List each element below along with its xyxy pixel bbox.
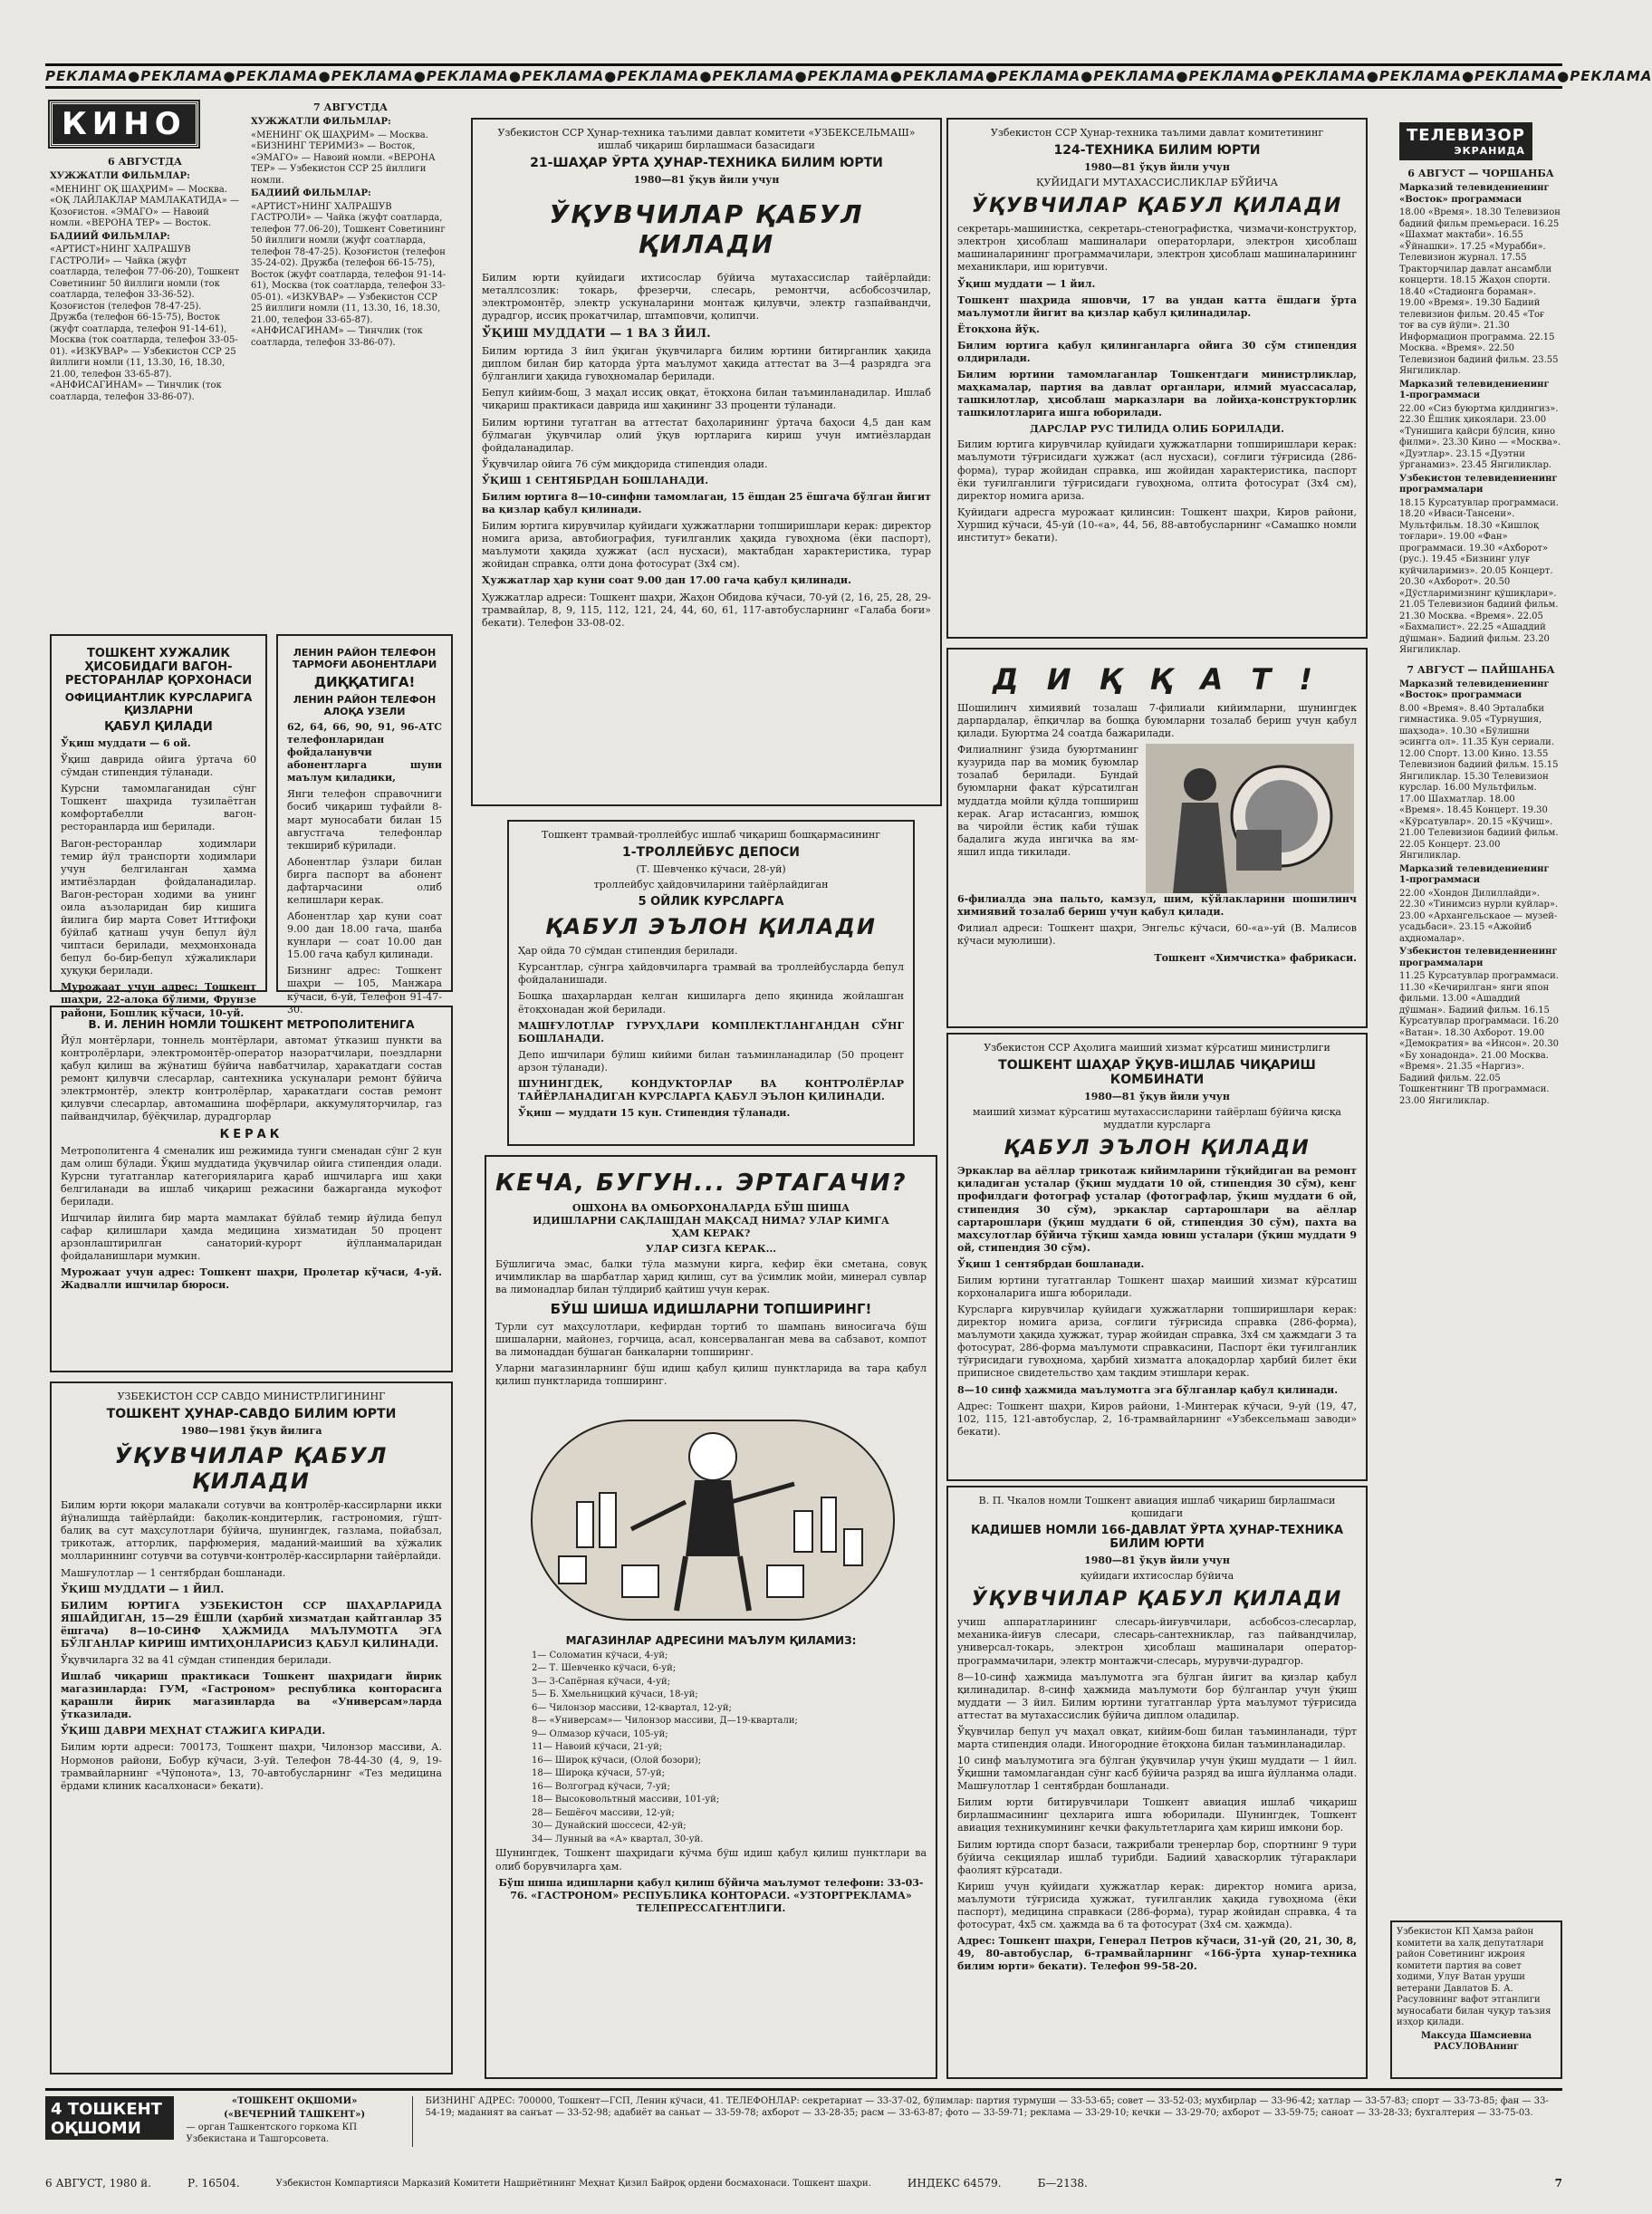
vagon-period: Ўқиш муддати — 6 ой. [61, 737, 191, 749]
lenin-tel-address: Бизнинг адрес: Тошкент шаҳри — 105, Манжара кўчаси, 6-уй, Телефон 91-47-30. [287, 965, 442, 1016]
uzbekselmash-school-ad [471, 118, 942, 806]
trolley-depot: 1-ТРОЛЛЕЙБУС ДЕПОСИ [621, 845, 801, 861]
kecha-body-2: Турли сут маҳсулотлари, кефирдан тортиб то шампань виносигача бўш шишаларни, майонез, горчица, асал, консерваланган мева ва сабзавот, компот ва лимонаддан бўшаган банкаларни топширинг. [495, 1320, 927, 1358]
chkalov-body-2: 8—10-синф ҳажмида маълумотга эга бўлган йигит ва қизлар қабул қилинадилар. 8-синф ҳажмида маълумоти бор бўлганлар учун ўқиш муддати — 3 йил. Билим юртини тугатганлар ўрта маълумот тўғрисида аттестат ва мутахассислик бўйича диплом оладилар. [957, 1670, 1357, 1721]
list-item: 34— Лунный ва «А» квартал, 30-уй. [532, 1834, 704, 1844]
list-item: 18— Высоковольтный массиви, 101-уй; [532, 1795, 720, 1805]
savdo-body-2: Машғулотлар — 1 сентябрдан бошланади. [61, 1566, 286, 1579]
list-item: 3— 3-Сапёрная кўчаси, 4-уй; [532, 1676, 670, 1687]
tech-school-124-ad [946, 118, 1368, 639]
kecha-subtitle: ОШХОНА ВА ОМБОРХОНАЛАРДА БЎШ ШИША ИДИШЛАРНИ САҚЛАШДАН МАҚСАД НИМА? УЛАР КИМГА ҲАМ КЕРАК? [533, 1202, 889, 1240]
kino-films2: «МЕНИНГ ОҚ ШАҲРИМ» — Москва. «БИЗНИНГ ТЕРИМИЗ» — Восток, «ЭМАГО» — Навоий номли. «ВЕРОНА ТЕР» — Узбекистон ССР 25 йиллиги номли. [251, 130, 436, 186]
banner-item: РЕКЛАМА [235, 68, 319, 84]
chkalov-subtitle: қуйидаги ихтисослар бўйича [1080, 1570, 1234, 1583]
kino-films1b-heading: БАДИИЙ ФИЛЬМЛАР: [50, 231, 170, 242]
banner-item: РЕКЛАМА [617, 68, 700, 84]
footer-paper-3: — орган Ташкентского горкома КП Узбекистана и Ташгорсовета. [186, 2123, 358, 2144]
issue-date: 6 АВГУСТ, 1980 й. [45, 2177, 151, 2190]
trolley-title: ҚАБУЛ ЭЪЛОН ҚИЛАДИ [545, 914, 877, 940]
obituary-name: Максуда Шамсиевна РАСУЛОВАнинг [1420, 2030, 1532, 2052]
kecha-title: КЕЧА, БУГУН... ЭРТАГАЧИ? [495, 1170, 908, 1197]
list-item: 30— Дунайский шоссеси, 42-уй; [532, 1821, 687, 1832]
kino-date-1: 6 АВГУСТДА [108, 156, 182, 168]
tv-prog2c-heading: Узбекистон телевидениенинг программалари [1399, 947, 1558, 968]
kombinat-title: ҚАБУЛ ЭЪЛОН ҚИЛАДИ [1004, 1137, 1311, 1160]
diqqat-title: Д И Қ Қ А Т ! [993, 662, 1321, 697]
banner-item: РЕКЛАМА [1188, 68, 1272, 84]
tech124-subtitle: ҚУЙИДАГИ МУТАХАССИСЛИКЛАР БЎЙИЧА [1036, 177, 1278, 189]
list-item: 6— Чилонзор массиви, 12-квартал, 12-уй; [532, 1702, 732, 1713]
tech124-body-2: Тошкент шаҳрида яшовчи, 17 ва ундан катта ёшдаги ўрта маълумотли йигит ва қизлар қабул қилинадилар. [957, 294, 1357, 319]
kombinat-title-1: ТОШКЕНТ ШАҲАР ЎҚУВ-ИШЛАБ ЧИҚАРИШ КОМБИНАТИ [998, 1058, 1316, 1088]
banner-item: РЕКЛАМА [426, 68, 509, 84]
tv-prog1-heading: Марказий телевидениенинг «Восток» программаси [1399, 183, 1550, 205]
chkalov-body-4: 10 синф маълумотига эга бўлган ўқувчилар учун ўқиш муддати — 1 йил. Ўқишни тамомлагандан сўнг касб бўйича разряд ва ишга йўлланма олади. Машғулотлар 1 сентябрдан бошланади. [957, 1755, 1357, 1793]
tech124-body-4: Билим юртини тамомлаганлар Тошкентдаги министрликлар, маҳкамалар, партия ва давлат органлари, илмий муассасалар, ташкилотлар, ҳисоблаш марказлари ва лойиҳа-конструкторлик ташкилотларига ишга юборилади. [957, 369, 1357, 419]
bottles-illustration-icon [523, 1393, 903, 1629]
kecha-question: УЛАР СИЗГА КЕРАК... [645, 1243, 777, 1256]
savdo-body-3: ЎҚИШ МУДДАТИ — 1 ЙИЛ. [61, 1583, 225, 1595]
tech124-address: Қуйидаги адресга мурожаат қилинсин: Тошкент шаҳри, Киров райони, Хуршид кўчаси, 45-уй (10-«а», 44, 56, 88-автобусларнинг «Самашко номли институт» бекати). [957, 505, 1357, 544]
kino-date-2: 7 АВГУСТДА [313, 101, 388, 113]
uzbekselmash-body-3: Бепул кийим-бош, 3 маҳал иссиқ овқат, ётоқхона билан таъминланадилар. Ишлаб чиқариш практикаси даврида иш ҳақининг 33 проценти тўланади. [482, 387, 931, 412]
list-item: 16— Волгоград кўчаси, 7-уй; [532, 1781, 670, 1792]
tv-prog1b: 22.00 «Сиз буюртма қилдингиз». 22.30 Ёшлик ҳикоялари. 23.00 «Тунишига қайсри бўлсин, кино филми». 23.30 Кино — «Москва». «Дуэтлар». 23.15 «Дуэтни ўрганамиз». 23.45 Янгиликлар. [1399, 403, 1561, 471]
tech124-school: 124-ТЕХНИКА БИЛИМ ЮРТИ [1053, 143, 1261, 159]
kino-films2b-heading: БАДИИЙ ФИЛЬМЛАР: [251, 188, 371, 199]
lenin-tel-body-2: Янги телефон справочниги босиб чиқариш туфайли 8-март муносабати билан 15 августгача телефонлар текшириб кўрилади. [287, 788, 442, 852]
banner-item: РЕКЛАМА [45, 68, 129, 84]
uzbekselmash-header: Узбекистон ССР Ҳунар-техника таълими давлат комитети «УЗБЕКСЕЛЬМАШ» ишлаб чиқариш бирлашмаси базасидаги [497, 127, 916, 152]
banner-item: РЕКЛАМА [1570, 68, 1652, 84]
tv-day-2: 7 АВГУСТ — ПАЙШАНБА [1407, 663, 1555, 676]
chkalov-body-6: Билим юртида спорт базаси, тажрибали тренерлар бор, спортнинг 9 тури бўйича секциялар ишлаб турибди. Бадиий ҳаваскорлик тўгараклари фаолият кўрсатади. [957, 1838, 1357, 1876]
banner-item: РЕКЛАМА [331, 68, 414, 84]
metro-address: Мурожаат учун адрес: Тошкент шаҳри, Пролетар кўчаси, 4-уй. Жадвалли ишчилар бюроси. [61, 1266, 442, 1292]
newspaper-footer [45, 2088, 1562, 2165]
chkalov-title-1: КАДИШЕВ НОМЛИ 166-ДАВЛАТ ЎРТА ҲУНАР-ТЕХНИКА БИЛИМ ЮРТИ [970, 1524, 1344, 1552]
kino-films2-heading: ХУЖЖАТЛИ ФИЛЬМЛАР: [251, 117, 391, 128]
vagon-body-2: Курсни тамомлаганидан сўнг Тошкент шаҳрида тузилаётган комфортабелли вагон-ресторанларда иш берилади. [61, 783, 256, 833]
tv-prog2b: 22.00 «Хондон Дилиллайди». 22.30 «Тинимсиз нурли куйлар». 23.00 «Архангельскаое — музей-усадьбаси». 23.15 «Ажойиб аҳдномалар». [1399, 888, 1559, 944]
kino-films1: «МЕНИНГ ОҚ ШАҲРИМ» — Москва. «ОҚ ЛАЙЛАКЛАР МАМЛАКАТИДА» — Қозоғистон. «ЭМАГО» — Навоий номли. «ВЕРОНА ТЕР» — Восток. [50, 184, 240, 229]
savdo-year: 1980—1981 ўқув йилига [180, 1425, 322, 1438]
chkalov-address: Адрес: Тошкент шаҳри, Генерал Петров кўчаси, 31-уй (20, 21, 30, 8, 49, 80-автобуслар, 6-трамвайларнинг «166-ўрта ҳунар-техника билим юрти» бекати). Телефон 99-58-20. [957, 1935, 1357, 1973]
kino-logo: КИНО [50, 101, 198, 147]
issue-index: ИНДЕКС 64579. [907, 2177, 1002, 2190]
tech124-body-3: Билим юртига қабул қилинганларга ойига 30 сўм стипендия олдирилади. [957, 339, 1357, 364]
trolley-description: троллейбус ҳайдовчиларини тайёрлайдиган [593, 879, 829, 891]
vagon-body-3: Вагон-ресторанлар ходимлари темир йўл транспорти ходимлари учун белгиланган ҳамма имтиёзлардан фойдаланадилар. Вагон-ресторан ходими ва унинг оила аъзоларидан бир кишига йилига бир марта Совет Иттифоқи бўйлаб қатнаш учун бепул йўл чиптаси берилади, меҳмонхонада бепул бо-бир-бепул хўжаликлари ҳуқуқи берилади. [61, 837, 256, 977]
list-item: 11— Навоий кўчаси, 21-уй; [532, 1742, 663, 1753]
tv-prog1: 18.00 «Время». 18.30 Телевизион бадиий фильм премьераси. 16.25 «Шахмат мактаби». 16.55 «Ўйнашки». 17.25 «Мурабби». Телевизион журнал. 17.55 Тракторчилар давлат ансамбли концерти. 18.15 Жаҳон спорти. 18.40 «Стадионга бораман». 19.00 «Время». 19.30 Бадиий телевизион фильм. 20.45 «Тоғ тоғ ва сув йўли». 21.30 Информацион программа. 22.15 Москва. «Время». 22.50 Телевизион бадиий фильм. 23.55 Янгиликлар. [1399, 207, 1561, 377]
lenin-tel-subtitle: ЛЕНИН РАЙОН ТЕЛЕФОН АЛОҚА УЗЕЛИ [293, 694, 437, 717]
uzbekselmash-body-5: Ўқувчилар ойига 76 сўм миқдорида стипендия олади. [482, 457, 768, 470]
uzbekselmash-body-8: Ҳужжатлар ҳар куни соат 9.00 дан 17.00 гача қабул қилинади. [482, 574, 851, 587]
kecha-body-1: Бўшлигича эмас, балки тўла мазмуни кирга, кефир ёки сметана, совуқ ичимликлар ва шарбатлар ҳарид қилиш, сут ва ўсимлик мойи, минерал сувлар ва лимонадлар билан тўлдириб қайтиш учун керак. [495, 1258, 927, 1296]
banner-item: РЕКЛАМА [140, 68, 224, 84]
trolley-body-6: ШУНИНГДЕК, КОНДУКТОРЛАР ВА КОНТРОЛЁРЛАР ТАЙЁРЛАНАДИГАН КУРСЛАРГА ҚАБУЛ ЭЪЛОН ҚИЛИНАДИ. [518, 1077, 904, 1103]
list-item: 2— Т. Шевченко кўчаси, 6-уй; [532, 1663, 677, 1674]
tv-schedule [1399, 122, 1562, 2084]
kombinat-header: Узбекистон ССР Аҳолига маиший хизмат кўрсатиш министрлиги [984, 1042, 1330, 1054]
issue-b: Б—2138. [1037, 2177, 1088, 2190]
uzbekselmash-start: ЎҚИШ 1 СЕНТЯБРДАН БОШЛАНАДИ. [482, 474, 709, 486]
banner-item: РЕКЛАМА [1093, 68, 1177, 84]
tv-prog2-heading: Марказий телевидениенинг «Восток» программаси [1399, 679, 1550, 701]
kombinat-body-3: Курсларга кирувчилар қуйидаги ҳужжатларни топширишлари керак: директор номига ариза, соғлиги тўғрисида справка (286-форма), маълумоти ҳақида ҳужжат, турар жойидан справка, 3x4 см ҳажмдаги 3 та фотосурат, 286-форма маълумоти справкасини, Паспорт ёки туғилганлик тўғрисидаги гувоҳнома, ҳарбий хизматга алоқадорлар ҳарбий билет ёки приписное свидетельство ҳам тақдим этишлари керак. [957, 1304, 1357, 1380]
chkalov-body-3: Ўқувчилар бепул уч маҳал овқат, кийим-бош билан таъминланади, тўрт марта стипендия олади. Иногородние ётоқхона билан таъминланадилар. [957, 1725, 1357, 1751]
tech124-body-5: Билим юртига кирувчилар қуйидаги ҳужжатларни топширишлари керак: маълумоти тўғрисидаги ҳужжат (асл нусхаси), соғлиги тўғрисида (286-форма), турар жойидан справка, иш жойидан характеристика, паспорт ёки туғилганлиги тўғрисидаги гувоҳнома, олтита фотосурат (3x4 см), директор номига ариза. [957, 438, 1357, 502]
lenin-tel-title: ЛЕНИН РАЙОН ТЕЛЕФОН ТАРМОҒИ АБОНЕНТЛАРИ [292, 647, 437, 670]
metro-ad [50, 1006, 453, 1372]
kombinat-year: 1980—81 ўқув йили учун [1084, 1091, 1230, 1103]
trolley-body-5: Депо ишчилари бўлиш кийими билан таъминланадилар (50 процент арзон тўланади). [518, 1048, 904, 1073]
uzbekselmash-period: ЎҚИШ МУДДАТИ — 1 ВА 3 ЙИЛ. [482, 326, 711, 341]
bottom-line [45, 2172, 1562, 2194]
chkalov-body-1: учиш аппаратларининг слесарь-йиғувчилари, асбобсоз-слесарлар, механика-йиғув слесари, слесарь-сантехниклар, газ пайвандчилар, универсал-токарь, электрон ҳисоблаш машиналари оператор-программачилари, электр монтажчи-слесарь, мурувчи-дурадгор. [957, 1616, 1357, 1667]
lenin-tel-body-1: 62, 64, 66, 90, 91, 96-АТС телефонларидан фойдаланувчи абонентларга шуни маълум қиладики, [287, 721, 442, 785]
kecha-call: БЎШ ШИША ИДИШЛАРНИ ТОПШИРИНГ! [550, 1300, 872, 1317]
training-combine-ad [946, 1033, 1368, 1481]
list-item: 9— Олмазор кўчаси, 105-уй; [532, 1728, 668, 1739]
vagon-title: ТОШКЕНТ ХУЖАЛИК ҲИСОБИДАГИ ВАГОН-РЕСТОРАНЛАР ҚОРХОНАСИ [64, 647, 253, 688]
list-item: 16— Широқ кўчаси, (Олой бозори); [532, 1755, 702, 1766]
chkalov-header: В. П. Чкалов номли Тошкент авиация ишлаб чиқариш бирлашмаси қошидаги [978, 1495, 1336, 1520]
kecha-contacts: Бўш шиша идишларни қабул қилиш бўйича маълумот телефони: 33-03-76. «ГАСТРОНОМ» РЕСПУБЛИКА КОНТОРАСИ. «УЗТОРГРЕКЛАМА» ТЕЛЕПРЕССАГЕНТЛИГИ. [498, 1876, 924, 1914]
chkalov-year: 1980—81 ўқув йили учун [1084, 1555, 1230, 1567]
kino-section [50, 101, 453, 627]
uzbekselmash-title: ЎҚУВЧИЛАР ҚАБУЛ ҚИЛАДИ [549, 199, 864, 260]
empty-bottles-ad [485, 1155, 937, 2079]
savdo-header-2: ТОШКЕНТ ҲУНАР-САВДО БИЛИМ ЮРТИ [106, 1407, 397, 1422]
tech124-header: Узбекистон ССР Ҳунар-техника таълими давлат комитетининг [990, 127, 1324, 139]
savdo-body-4: БИЛИМ ЮРТИГА УЗБЕКИСТОН ССР ШАҲАРЛАРИДА ЯШАЙДИГАН, 15—29 ЁШЛИ (ҳарбий хизматдан қайтганлар 35 ёшгача) 8—10-СИНФ ҲАЖМИДА МАЪЛУМОТГА ЭГА БЎЛГАНЛАР КИРИШ ИМТИҲОНЛАРИСИЗ ҚАБУЛ ҚИЛИНАДИ. [61, 1599, 442, 1650]
trolley-body-1: Ҳар ойда 70 сўмдан стипендия берилади. [518, 945, 738, 958]
tech124-body-1: секретарь-машинистка, секретарь-стенографистка, чизмачи-конструктор, электрон ҳисоблаш машиналари операторлари, электрон ҳисоблаш машиналарининг программачилари, электрон ҳисоблаш машиналарининг механиклари, иш юритувчи. [957, 223, 1357, 274]
uzbekselmash-body-6: Билим юртига 8—10-синфни тамомлаган, 15 ёшдан 25 ёшгача бўлган йигит ва қизлар қабул қилинади. [482, 490, 931, 516]
savdo-title: ЎҚУВЧИЛАР ҚАБУЛ ҚИЛАДИ [114, 1443, 389, 1495]
kecha-body-3: Уларни магазинларнинг бўш идиш қабул қилиш пунктларида ва тара қабул қилиш пунктларида топширинг. [495, 1362, 927, 1387]
banner-item: РЕКЛАМА [998, 68, 1081, 84]
list-item: 1— Соломатин кўчаси, 4-уй; [532, 1650, 668, 1660]
list-item: 18— Широқа кўчаси, 57-уй; [532, 1768, 665, 1779]
banner-item: РЕКЛАМА [1474, 68, 1558, 84]
kombinat-body-2: Билим юртини тугатганлар Тошкент шаҳар маиший хизмат кўрсатиш корхоналарига ишга юборилади. [957, 1274, 1357, 1300]
tv-prog1b-heading: Марказий телевидениенинг 1-программаси [1399, 379, 1550, 401]
list-item: 5— Б. Хмельницкий кўчаси, 18-уй; [532, 1689, 698, 1700]
metro-body-1: Йўл монтёрлари, тоннель монтёрлари, автомат ўтказиш пункти ва контролёрлари, электромонтёр-оператор назоратчилари, поездларни қабул қилиш ва жўнатиш бўйича навбатчилар, ҳаракатдаги состав ремонт қилувчи слесарлар, сантехника ускуналари ремонт бўйича электрмонтёр, электр контролёрлар, ҳаракатдаги состав ремонт қилувчи слесарлар, автомашина шофёрлари, аккумуляторчилар, газ пайвандчилар, бўёқчилар, дурадгорлар [61, 1035, 442, 1123]
diqqat-body-1: Шошилинч химиявий тозалаш 7-филиали кийимларни, шунингдек дарпардалар, ёпқичлар ва бошқа буюмларни тозалаб бериш учун қабул қилади. Буюртма 24 соатда бажарилади. [957, 702, 1357, 740]
tech124-period: Ўқиш муддати — 1 йил. [957, 277, 1096, 290]
list-item: 28— Бешёғоч массиви, 12-уй; [532, 1807, 675, 1818]
vagon-address: Мурожаат учун адрес: Тошкент шаҳри, 22-алоқа бўлими, Фрунзе райони, Бошлиқ кўчаси, 10-уй. [61, 981, 256, 1019]
chkalov-title: ЎҚУВЧИЛАР ҚАБУЛ ҚИЛАДИ [971, 1588, 1343, 1612]
tech124-title: ЎҚУВЧИЛАР ҚАБУЛ ҚИЛАДИ [971, 195, 1343, 218]
trolleybus-depot-ad [507, 820, 915, 1146]
cleaning-machine-icon [1146, 744, 1354, 893]
savdo-header-1: УЗБЕКИСТОН ССР САВДО МИНИСТРЛИГИНИНГ [117, 1391, 386, 1402]
tech124-dorm: Ётоқхона йўқ. [957, 322, 1040, 335]
printer-info: Узбекистон Компартияси Марказий Комитети Нашриётининг Меҳнат Қизил Байроқ ордени босмахонаси. Тошкент шаҳри. [275, 2178, 871, 2189]
diqqat-address: Филиал адреси: Тошкент шаҳри, Энгельс кўчаси, 60-«а»-уй (В. Малисов кўчаси муюлиши). [957, 922, 1357, 948]
trolley-header: Тошкент трамвай-троллейбус ишлаб чиқариш бошқармасининг [541, 829, 881, 841]
obituary-notice [1390, 1920, 1562, 2079]
trolley-body-2: Курсантлар, сўнгра ҳайдовчиларга трамвай ва троллейбусларда бепул фойдаланишади. [518, 961, 904, 987]
savdo-body-1: Билим юрти юқори малакали сотувчи ва контролёр-кассирларни икки йўналишда тайёрлайди: бақолик-кондитерлик, гастрономия, гўшт-балиқ ва сут маҳсулотлари бўйича, шунингдек, газлама, пойабзал, трикотаж, атторлик, парфюмерия, маданий-маиший ва хўжалик моллариннинг сотувчи ва сотувчи-контролёр-кассирларни тайёрлайди. [61, 1499, 442, 1563]
vagon-restoran-ad [50, 634, 267, 1019]
dry-cleaning-photo [1146, 744, 1354, 893]
tech124-language: ДАРСЛАР РУС ТИЛИДА ОЛИБ БОРИЛАДИ. [1030, 423, 1284, 436]
kecha-illustration [523, 1393, 899, 1629]
kombinat-body-4: 8—10 синф ҳажмида маълумотга эга бўлганлар қабул қилинади. [957, 1383, 1339, 1396]
footer-address: БИЗНИНГ АДРЕС: 700000, Тошкент—ГСП, Ленин кўчаси, 41. ТЕЛЕФОНЛАР: секретариат — 33-37-02, бўлимлар: партия турмуши — 33-53-65; совет — 33-52-03; мухбирлар — 33-96-42; хатлар — 33-57-83; спорт — 33-73-85; фан — 33-54-19; маданият ва санъат — 33-52-98; адабиёт ва саньат — 33-59-78; ахборот — 33-28-35; расм — 33-63-87; фото — 33-59-71; реклама — 33-29-10; кечки — 33-29-70; ахборот — 33-59-75; саноат — 33-28-33; бухгалтерия — 33-75-03. [425, 2096, 1549, 2118]
savdo-address: Билим юрти адреси: 700173, Тошкент шаҳри, Чилонзор массиви, А. Нормонов райони, Бобур кўчаси, 3-уй. Телефон 78-44-30 (4, 9, 19-трамвайларнинг «Чўпонота», 13, 70-автобусларнинг «Тез медицина ёрдами клиник касалхонаси» бекати). [61, 1741, 442, 1792]
vagon-accept: ҚАБУЛ ҚИЛАДИ [104, 720, 213, 734]
kino-films2b: «АРТИСТ»НИНГ ХАЛРАШУВ ГАСТРОЛИ» — Чайка (жуфт соатларда, телефон 77.06-20), Тошкент Советининг 50 йиллиги номли (жуфт соатларда, телефон 78-47-25). Қозоғистон (телефон 35-24-02). Дружба (телефон 66-15-75), Восток (жуфт соатларда, телефон 91-14-61), Москва (ток соатларда, телефон 33-05-01). «ИЗКУВАР» — Узбекистон ССР 25 йиллиги номли (11, 13.30, 16, 18.30, 21.00, телефон 33-65-87). «АНФИСАГИНАМ» — Тинчлик (ток соатларда, телефон 33-86-07). [251, 201, 447, 348]
kino-films1b: «АРТИСТ»НИНГ ХАЛРАШУВ ГАСТРОЛИ» — Чайка (жуфт соатларда, телефон 77-06-20), Тошкент Советининг 50 йиллиги номли (ток соатларда, телефон 33-36-52). Қозоғистон (телефон 78-47-25). Дружба (телефон 66-15-75), Восток (жуфт соатларда, телефон 91-14-61), Москва (ток соатларда, телефон 33-05-01). «ИЗКУВАР» — Узбекистон ССР 25 йиллиги номли (11, 13.30, 16, 18.30, 21.00, телефон 33-65-87). «АНФИСАГИНАМ» — Тинчлик (ток соатларда, телефон 33-86-07). [50, 245, 240, 402]
page-number: 7 [1554, 2177, 1562, 2190]
vagon-body-1: Ўқиш даврида ойига ўртача 60 сўмдан стипендия тўланади. [61, 754, 256, 779]
banner-item: РЕКЛАМА [902, 68, 985, 84]
uzbekselmash-body-4: Билим юртини тугатган ва аттестат баҳоларининг ўртача баҳоси 4,5 дан кам бўлмаган ўқувчилар олий ўқув юртларига кириш учун имтиёзлардан фойдаланадилар. [482, 416, 931, 454]
banner-item: РЕКЛАМА [1378, 68, 1462, 84]
banner-item: РЕКЛАМА [807, 68, 890, 84]
savdo-body-7: ЎҚИШ ДАВРИ МЕҲНАТ СТАЖИГА КИРАДИ. [61, 1725, 326, 1738]
uzbekselmash-school: 21-ШАҲАР ЎРТА ҲУНАР-ТЕХНИКА БИЛИМ ЮРТИ [530, 156, 883, 171]
metro-body-2: Метрополитенга 4 сменалик иш режимида тунги сменадан сўнг 2 кун дам олиш бўлади. Ўқиш муддатида ўқувчилар ойига стипендия олади. Курсни тугатганлар категорияларига қараб ишчиларга иш ҳақи белгиланади ва ишлаб чиқариш режасини бажарганда мукофот берилади. [61, 1144, 442, 1208]
metro-header: В. И. ЛЕНИН НОМЛИ ТОШКЕНТ МЕТРОПОЛИТЕНИГА [88, 1018, 415, 1031]
footer-paper-2: («ВЕЧЕРНИЙ ТАШКЕНТ») [224, 2109, 366, 2120]
tv-prog1c: 18.15 Курсатувлар программаси. 18.20 «Иваси-Тансени». Мультфильм. 18.30 «Кишлоқ тоғлари». 19.00 «Фан» программаси. 19.30 «Ахборот» (рус.). 19.45 «Бизнинг улуғ куйчиларимиз». 20.05 Концерт. 20.30 «Ахборот». 20.50 «Дўстларимизнинг қўшиқлари». 21.05 Телевизион бадиий фильм. 21.30 Москва. «Время». 22.05 «Бахмалист». 22.25 «Ашаддий дўшман». Бадиий фильм. 23.20 Янгиликлар. [1399, 497, 1559, 656]
banner-item: РЕКЛАМА [522, 68, 605, 84]
tv-day-1: 6 АВГУСТ — ЧОРШАНБА [1407, 168, 1554, 179]
tv-prog2: 8.00 «Время». 8.40 Эрталабки гимнастика. 9.05 «Турнушия, шаҳзода». 10.30 «Бўлишни эсингга ол». 11.35 Кун сериали. 12.00 Спорт. 13.00 Кино. 13.55 Телевизион бадиий фильм. 15.15 Янгиликлар. 15.30 Телевизион курслар. 16.00 Мультфильм. 17.00 Шахматлар. 18.00 «Время». 18.45 Концерт. 19.30 «Кўрсатувлар». 20.15 «Кўчиш». 21.00 Телевизион бадиий фильм. 22.05 Концерт. 23.00 Янгиликлар. [1399, 703, 1559, 862]
kecha-addresses-title: МАГАЗИНЛАР АДРЕСИНИ МАЪЛУМ ҚИЛАМИЗ: [565, 1633, 857, 1647]
lenin-tel-body-4: Абонентлар ҳар куни соат 9.00 дан 18.00 гача, шанба кунлари — соат 10.00 дан 15.00 гача қабул қилинади. [287, 910, 442, 961]
uzbekselmash-address: Ҳужжатлар адреси: Тошкент шаҳри, Жаҳон Обидова кўчаси, 70-уй (2, 16, 25, 28, 29-трамвайлар, 8, 9, 115, 112, 121, 24, 44, 60, 61, 117-автобусларнинг «Галаба боғи» бекати). Телефон 33-08-02. [482, 591, 931, 629]
aviation-school-ad [946, 1486, 1368, 2079]
tv-prog1c-heading: Узбекистон телевидениенинг программалари [1399, 473, 1558, 496]
uzbekselmash-body-2: Билим юртида 3 йил ўқиган ўқувчиларга билим юртини битирганлик ҳақида диплом билан бир қаторда ўрта маълумот ҳақида аттестат ва 3—4 разрядга эга бўлганлиги ҳақида гувоҳномалар берилади. [482, 345, 931, 383]
metro-body-3: Ишчилар йилига бир марта мамлакат бўйлаб темир йўлида бепул сафар қилишлари ҳамда медицина хизматидан 50 процент арзонлаштирилган санаторий-курорт йўлланмаларидан фойдаланишлари мумкин. [61, 1211, 442, 1263]
kombinat-subtitle: маиший хизмат кўрсатиш мутахассисларини тайёрлаш бўйича қисқа муддатли курсларга [973, 1106, 1341, 1131]
chkalov-body-7: Кириш учун қуйидаги ҳужжатлар керак: директор номига ариза, маълумоти тўғрисида ҳужжат, туғилганлик ҳақида гувоҳнома (ёки паспорт), медицина справкаси (286-форма), турар жойидан справка, 4 та фотосурат, 4x5 см. ҳажмда ва 6 та фотосурат (3x4 см. ҳажмда). [957, 1880, 1357, 1931]
kombinat-body-1: Эркаклар ва аёллар трикотаж кийимларини тўқийдиган ва ремонт қиладиган усталар (ўқиш муддати 10 ой, стипендия 30 сўм), кенг профилдаги фотограф усталар (фотографлар, ўқиш муддати 6 ой, стипендия 30 сўм), эркаклар сартарошлари ва аёллар сартарошлари (ўқиш муддати 6 ой, стипендия 30 сўм), пахта ва маҳсулотлар бўйича тўқиш ҳамда ювиш усталари (ўқиш муддати 9 ой, стипендия 30 сўм). [957, 1165, 1357, 1254]
diqqat-signature: Тошкент «Химчистка» фабрикаси. [1154, 951, 1357, 964]
lenin-telephone-ad [276, 634, 453, 1016]
vagon-subtitle: ОФИЦИАНТЛИК КУРСЛАРИГА ҚИЗЛАРНИ [64, 691, 253, 717]
banner-item: РЕКЛАМА [1283, 68, 1367, 84]
kombinat-address: Адрес: Тошкент шаҳри, Киров райони, 1-Минтерак кўчаси, 9-уй (19, 47, 102, 115, 121-автобуслар, 2, 16-трамвайларнинг «Узбексельмаш заводи» бекати). [957, 1400, 1357, 1438]
footer-paper-1: «ТОШКЕНТ ОҚШОМИ» [231, 2096, 358, 2106]
uzbekselmash-year: 1980—81 ўқув йили учун [633, 174, 780, 187]
lenin-tel-body-3: Абонентлар ўзлари билан бирга паспорт ва абонент дафтарчасини олиб келишлари керак. [287, 855, 442, 907]
lenin-tel-attention: ДИҚҚАТИГА! [313, 674, 416, 690]
diqqat-body-3: 6-филиалда эна пальто, камзул, шим, кўйлакларини шошилинч химиявий тозалаб бериш учун қабул қилади. [957, 893, 1357, 919]
uzbekselmash-body-7: Билим юртига кирувчилар қуйидаги ҳужжатларни топширишлари керак: директор номига ариза, автобиография, туғилганлик ҳақида гувоҳнома (ёки паспорт), маълумоти ҳақида ҳужжат (асл нусхаси), мактабдан характеристика, турар жойидан справка, олти дона фотосурат (3x4 см). [482, 520, 931, 571]
advert-banner: РЕКЛАМА ● РЕКЛАМА ● РЕКЛАМА ● РЕКЛАМА ● РЕКЛАМА ● РЕКЛАМА ● РЕКЛАМА ● РЕКЛАМА ● РЕКЛАМА ● РЕКЛАМА ● РЕКЛАМА ● РЕКЛАМА ● РЕКЛАМА ● РЕКЛАМА ● РЕКЛАМА ● РЕКЛАМА ● РЕКЛАМА [45, 63, 1562, 89]
tv-prog2c: 11.25 Курсатувлар программаси. 11.30 «Кечирилган» янги япон фильми. 13.00 «Ашаддий дўшман». Бадиий фильм. 16.15 Курсатувлар программаси. 16.20 «Ватан». 18.30 Ахборот. 19.00 «Демократия» ва «Инсон». 20.30 «Бу хонадонда». 21.00 Москва. «Время». 21.35 «Наргиз». Бадиий фильм. 22.05 Тошкентнинг ТВ программаси. 23.00 Янгиликлар. [1399, 971, 1560, 1106]
kombinat-start: Ўқиш 1 сентябрдан бошланади. [957, 1257, 1145, 1270]
issue-r: Р. 16504. [187, 2177, 240, 2190]
diqqat-body-2: Филиалнинг ўзида буюртманинг кузурида пар ва момиқ буюмлар тозалаб берилади. Бундай буюмларни факат кўрсатилган муддатда мойли қўлда топшириш керак. Агар истасангиз, юмшоқ ва чиройли ёстиқ каби тўшак бадалига жуда ингичка ва ям-яшил ипда тикилади. [957, 744, 1138, 858]
trolley-address-short: (Т. Шевченко кўчаси, 28-уй) [636, 863, 786, 876]
tv-prog2b-heading: Марказий телевидениенинг 1-программаси [1399, 863, 1550, 886]
kino-films1-heading: ХУЖЖАТЛИ ФИЛЬМЛАР: [50, 171, 190, 182]
obituary-text: Узбекистон КП Ҳамза район комитети ва халқ депутатлари район Советининг ижроия комитети партия ва совет ходими, Улуғ Ватан уруши ветерани Давлатов Б. А. Расуловнинг вафот этганлиги муносабати билан чуқур таъзия изҳор қилади. [1397, 1927, 1551, 2027]
tv-logo: ТЕЛЕВИЗОР ЭКРАНИДА [1399, 122, 1532, 160]
metro-need: КЕРАК [219, 1127, 283, 1141]
dry-cleaning-ad [946, 648, 1368, 1028]
kecha-tail: Шунингдек, Тошкент шаҳридаги кўчма бўш идиш қабул қилиш пунктлари ва олиб борувчиларга ҳам. [495, 1847, 927, 1872]
trolley-body-4: МАШҒУЛОТЛАР ГУРУҲЛАРИ КОМПЛЕКТЛАНГАНДАН СЎНГ БОШЛАНАДИ. [518, 1019, 904, 1044]
banner-item: РЕКЛАМА [712, 68, 795, 84]
uzbekselmash-body-1: Билим юрти қуйидаги ихтисослар бўйича мутахассислар тайёрлайди: металлсозлик: токарь, фрезерчи, слесарь, ремонтчи, асбобсозчилар, электромонтёр, электр ускуналарини монтаж қилувчи, электр газпайвандчи, дурадгор, иссиқ прокатчилар, штамповчи, қолипчи. [482, 272, 931, 322]
kecha-address-list [495, 1651, 927, 1846]
savdo-body-6: Ишлаб чиқариш практикаси Тошкент шаҳридаги йирик магазинларда: ГУМ, «Гастроном» республика конторасига қарашли йирик магазинларда ва «Универсам»ларда ўтказилади. [61, 1670, 442, 1721]
savdo-body-5: Ўқувчиларга 32 ва 41 сўмдан стипендия берилади. [61, 1654, 331, 1667]
trolley-period: Ўқиш — муддати 15 кун. Стипендия тўланади. [518, 1107, 791, 1120]
savdo-school-ad [50, 1381, 453, 2074]
list-item: 8— «Универсам»— Чилонзор массиви, Д—19-квартали; [532, 1716, 798, 1727]
chkalov-body-5: Билим юрти битирувчилари Тошкент авиация ишлаб чиқариш бирлашмасининг цехларига ишга юборилади. Шунингдек, Тошкент авиация техникумининг кечки факультетларига ҳам кириш имкони бор. [957, 1796, 1357, 1834]
newspaper-logo: 4 ТОШКЕНТ ОҚШОМИ [45, 2096, 174, 2140]
trolley-course: 5 ОЙЛИК КУРСЛАРГА [638, 895, 784, 910]
trolley-body-3: Бошқа шаҳарлардан келган кишиларга депо яқинида жойлашган ётоқхонадан жой берилади. [518, 990, 904, 1016]
tech124-year: 1980—81 ўқув йили учун [1084, 161, 1230, 174]
